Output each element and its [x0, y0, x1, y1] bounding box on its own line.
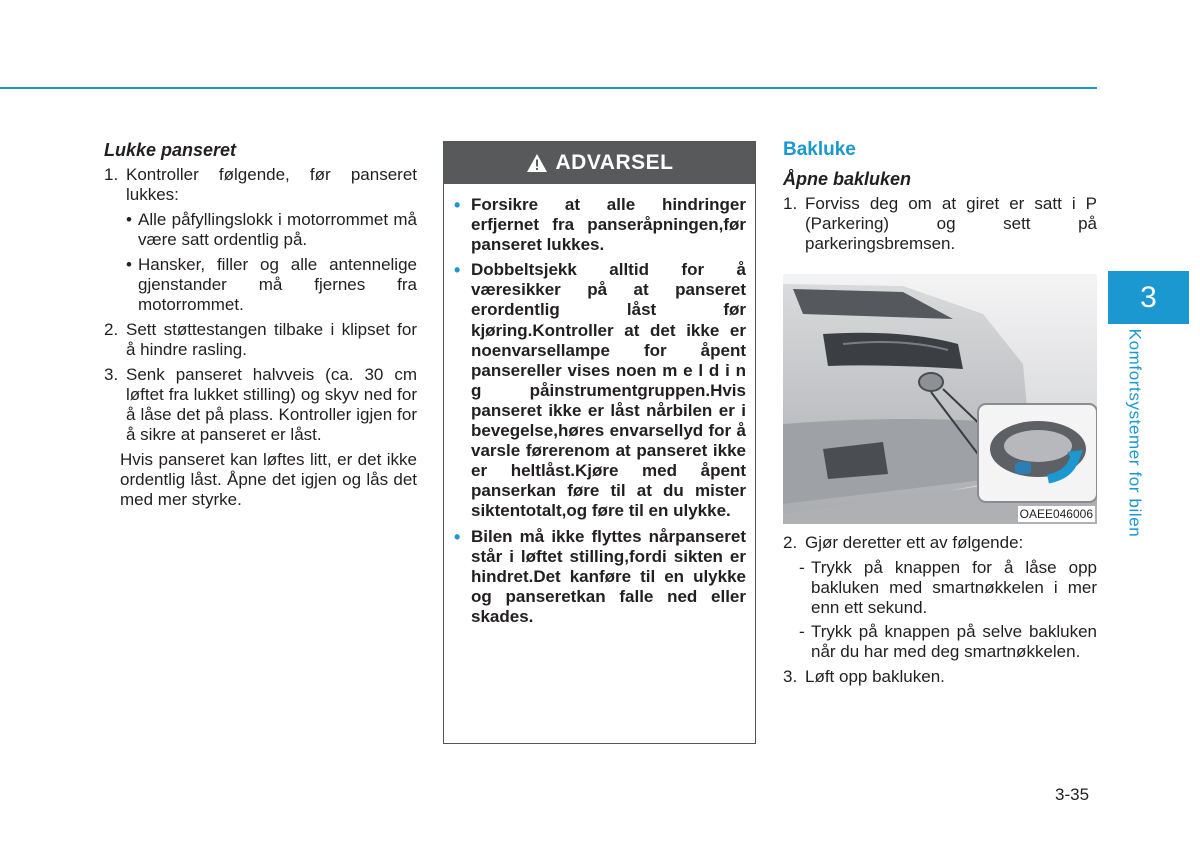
option-text: Trykk på knappen på selve bakluken når du har med deg smartnøkkelen.	[811, 622, 1097, 661]
step-2	[104, 320, 417, 360]
image-code: OAEE046006	[1019, 507, 1093, 521]
note-paragraph: Hvis panseret kan løftes litt, er det ikke ordentlig låst. Åpne det igjen og lås det med mer styrke.	[120, 450, 417, 509]
chapter-title-text: Komfortsystemer for bilen	[1125, 328, 1144, 538]
header-rule	[0, 87, 1097, 89]
step-text: Senk panseret halvveis (ca. 30 cm løftet fra lukket stilling) og skyv ned for å låse det på plass. Kontroller igjen for å sikre at panseret er låst.	[126, 365, 417, 444]
list-item	[126, 255, 417, 315]
warning-box	[443, 141, 756, 744]
step-number: 3.	[783, 667, 798, 686]
section-title: Bakluke	[783, 139, 856, 160]
step-number: 1.	[783, 194, 798, 213]
dash-mark: -	[799, 558, 805, 577]
list-item	[126, 210, 417, 250]
step-3	[104, 365, 417, 445]
tailgate-illustration	[783, 274, 1097, 524]
step-text: Løft opp bakluken.	[805, 667, 945, 686]
warning-text: Forsikre at alle hindringer erfjernet fra panseråpningen,før panseret lukkes.	[471, 195, 746, 255]
car-rear-illustration	[783, 274, 1097, 524]
step-1	[104, 165, 417, 205]
list-item	[454, 527, 746, 627]
bullet-mark: •	[126, 255, 132, 274]
bullet-mark: •	[126, 210, 132, 229]
warning-text: Bilen må ikke flyttes nårpanseret står i løftet stilling,fordi sikten er hindret.Det kanføre til en ulykke og panseretkan falle ned eller skades.	[471, 526, 746, 626]
dash-mark: -	[799, 622, 805, 641]
warning-text: Dobbeltsjekk alltid for å væresikker på at panseret erordentlig låst før kjøring.Kontroller at det ikke er noenvarsellampe for åpent pansereller vises noen m e l d i n g påinstrumentgruppen.Hvis panseret ikke er låst nårbilen er i bevegelse,høres envarsellyd for å varsle førerenom at panseret ikke er heltlåst.Kjøre med åpent panserkan føre til at du mister siktentotalt,og føre til en ulykke.	[471, 260, 746, 521]
step-1	[783, 194, 1097, 254]
list-item	[454, 195, 746, 255]
right-column	[783, 140, 1097, 692]
step-number: 3.	[104, 365, 119, 384]
warning-column	[443, 141, 756, 744]
close-hood-heading: Lukke panseret	[104, 140, 237, 160]
bullet-mark: •	[454, 260, 461, 281]
chapter-title	[1111, 330, 1157, 536]
warning-title: ADVARSEL	[555, 151, 674, 174]
options-list	[799, 558, 1097, 662]
warning-header	[444, 142, 755, 184]
step-text: Sett støttestangen tilbake i klipset for å hindre rasling.	[126, 320, 417, 359]
step-number: 1.	[104, 165, 119, 184]
warning-triangle-icon	[526, 153, 548, 173]
bullet-text: Alle påfyllingslokk i motorrommet må være satt ordentlig på.	[138, 210, 417, 249]
step-text: Gjør deretter ett av følgende:	[805, 533, 1024, 552]
step-text: Kontroller følgende, før panseret lukkes:	[126, 165, 417, 204]
warning-body	[444, 184, 755, 627]
checklist	[126, 210, 417, 315]
step-2	[783, 533, 1097, 553]
option-text: Trykk på knappen for å låse opp bakluken med smartnøkkelen i mer enn ett sekund.	[811, 558, 1097, 617]
chapter-number-tab[interactable]: 3	[1108, 271, 1189, 324]
bullet-mark: •	[454, 195, 461, 215]
left-column	[104, 140, 417, 510]
step-3	[783, 667, 1097, 687]
step-number: 2.	[783, 533, 798, 552]
step-number: 2.	[104, 320, 119, 339]
bullet-mark: •	[454, 526, 461, 547]
bullet-text: Hansker, filler og alle antennelige gjenstander må fjernes fra motorrommet.	[138, 255, 417, 314]
step-text: Forviss deg om at giret er satt i P (Parkering) og sett på parkeringsbremsen.	[805, 194, 1097, 253]
list-item	[454, 260, 746, 521]
open-tailgate-heading: Åpne bakluken	[783, 169, 912, 189]
list-item	[799, 622, 1097, 662]
list-item	[799, 558, 1097, 618]
page-number: 3-35	[1055, 785, 1090, 804]
